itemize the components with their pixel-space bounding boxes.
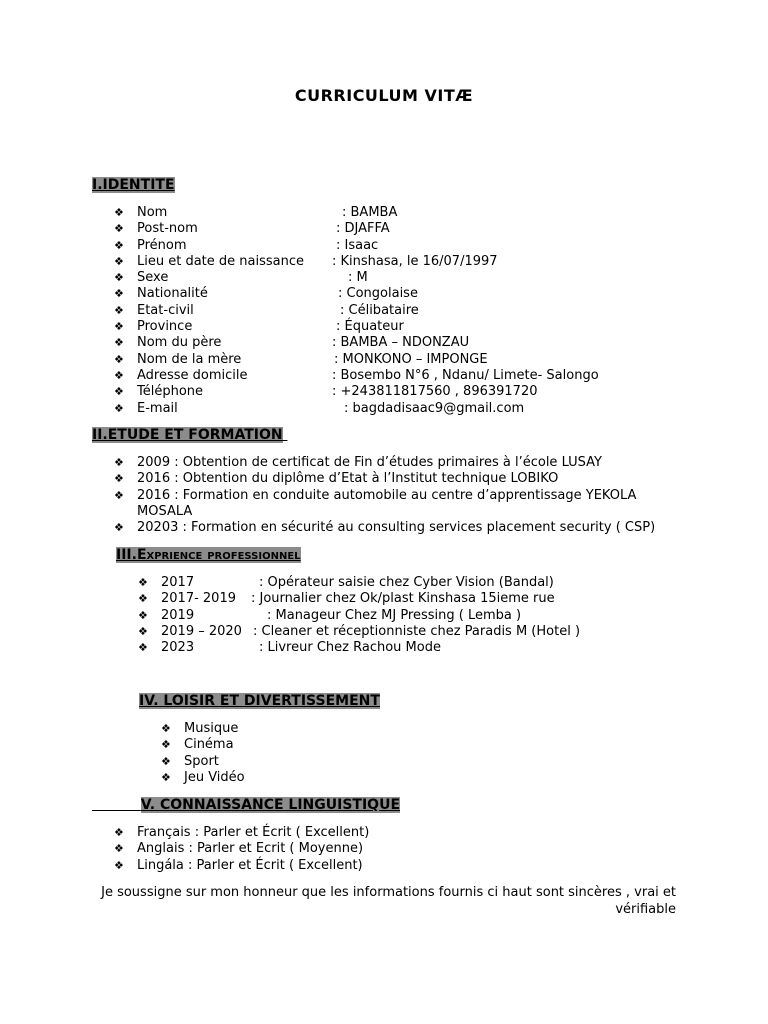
bullet-icon: ❖ <box>114 521 124 535</box>
closing-line-2: vérifiable <box>615 902 676 917</box>
etude-text: 2009 : Obtention de certificat de Fin d’études primaires à l’école LUSAY <box>137 455 602 470</box>
bullet-icon: ❖ <box>114 401 124 415</box>
experience-period: 2017 <box>161 575 195 590</box>
bullet-icon: ❖ <box>114 222 124 236</box>
identite-label: Nom <box>137 205 168 220</box>
experience-text: : Livreur Chez Rachou Mode <box>259 640 441 656</box>
bullet-icon: ❖ <box>114 320 124 334</box>
identite-row <box>114 205 714 221</box>
bullet-icon: ❖ <box>114 303 124 317</box>
langue-text: Français : Parler et Écrit ( Excellent) <box>137 825 370 840</box>
experience-text: : Journalier chez Ok/plast Kinshasa 15ieme rue <box>251 591 555 607</box>
identite-row <box>114 221 714 237</box>
langue-item <box>114 825 614 841</box>
bullet-icon: ❖ <box>114 842 124 856</box>
etude-item <box>114 488 714 504</box>
langue-text: Anglais : Parler et Ecrit ( Moyenne) <box>137 841 364 857</box>
langues-list <box>114 825 614 874</box>
langue-item <box>114 858 614 874</box>
bullet-icon: ❖ <box>114 385 124 399</box>
experience-row <box>138 624 738 640</box>
cv-title: CURRICULUM VITÆ <box>294 86 474 105</box>
bullet-icon: ❖ <box>114 206 124 219</box>
bullet-icon: ❖ <box>114 368 124 382</box>
etude-text: MOSALA <box>137 503 193 519</box>
experience-period: 2017- 2019 <box>161 591 236 607</box>
identite-value: : BAMBA – NDONZAU <box>332 335 470 351</box>
bullet-icon: ❖ <box>138 641 148 655</box>
identite-label: E-mail <box>137 400 178 416</box>
identite-label: Prénom <box>137 237 187 253</box>
bullet-icon: ❖ <box>138 592 148 606</box>
loisir-text: Cinéma <box>184 737 234 753</box>
loisir-text: Sport <box>184 753 219 769</box>
bullet-icon: ❖ <box>114 488 124 502</box>
experience-row <box>138 575 738 591</box>
experience-text: : Cleaner et réceptionniste chez Paradis M (Hotel ) <box>253 623 581 639</box>
identite-row <box>114 270 714 286</box>
identite-row <box>114 401 714 417</box>
identite-row <box>114 384 714 400</box>
closing-statement <box>100 884 676 918</box>
identite-label: Nom de la mère <box>137 351 242 367</box>
identite-label: Province <box>137 319 193 335</box>
bullet-icon: ❖ <box>114 352 124 366</box>
etude-item <box>114 504 714 520</box>
identite-value: : DJAFFA <box>336 221 390 237</box>
experience-period: 2019 – 2020 <box>161 623 242 639</box>
loisir-item <box>161 754 561 770</box>
bullet-icon: ❖ <box>114 826 124 839</box>
etude-item <box>114 471 714 487</box>
bullet-icon: ❖ <box>114 271 124 285</box>
experience-text: : Manageur Chez MJ Pressing ( Lemba ) <box>267 607 522 623</box>
etude-list <box>114 455 714 536</box>
bullet-icon: ❖ <box>138 576 148 589</box>
experience-text: : Opérateur saisie chez Cyber Vision (Bandal) <box>259 575 554 590</box>
identite-value: : Congolaise <box>338 286 418 302</box>
bullet-icon: ❖ <box>114 456 124 469</box>
identite-value: : M <box>348 270 368 286</box>
loisir-list <box>161 721 561 786</box>
bullet-icon: ❖ <box>114 238 124 252</box>
identite-value: : bagdadisaac9@gmail.com <box>344 400 525 416</box>
bullet-icon: ❖ <box>114 336 124 350</box>
identite-value: : Célibataire <box>340 302 419 318</box>
bullet-icon: ❖ <box>114 287 124 301</box>
section-etude-heading: II.ETUDE ET FORMATION <box>92 427 283 443</box>
experience-list <box>138 575 738 656</box>
identite-label: Adresse domicile <box>137 367 248 383</box>
identite-value: : BAMBA <box>342 205 398 220</box>
identite-row <box>114 238 714 254</box>
bullet-icon: ❖ <box>138 608 148 622</box>
langue-text: Lingála : Parler et Écrit ( Excellent) <box>137 857 363 873</box>
etude-item <box>114 455 714 471</box>
bullet-icon: ❖ <box>161 738 171 752</box>
langue-item <box>114 841 614 857</box>
identite-label: Lieu et date de naissance <box>137 253 304 269</box>
identite-label: Nom du père <box>137 335 222 351</box>
identite-value: : Isaac <box>336 237 379 253</box>
loisir-item <box>161 721 561 737</box>
experience-row <box>138 608 738 624</box>
loisir-text: Jeu Vidéo <box>184 769 245 785</box>
etude-item <box>114 520 714 536</box>
etude-text: 20203 : Formation en sécurité au consulting services placement security ( CSP) <box>137 520 656 536</box>
closing-line-1: Je soussigne sur mon honneur que les informations fournis ci haut sont sincères , vrai et <box>101 885 676 900</box>
identite-row <box>114 352 714 368</box>
identite-label: Post-nom <box>137 221 198 237</box>
etude-text: 2016 : Formation en conduite automobile au centre d’apprentissage YEKOLA <box>137 487 637 503</box>
bullet-icon: ❖ <box>161 722 171 735</box>
section-identite-heading: I.IDENTITE <box>92 177 175 193</box>
identite-label: Nationalité <box>137 286 208 302</box>
loisir-item <box>161 770 561 786</box>
experience-period: 2023 <box>161 640 195 656</box>
loisir-item <box>161 737 561 753</box>
bullet-icon: ❖ <box>114 254 124 268</box>
identite-value: : MONKONO – IMPONGE <box>334 351 488 367</box>
bullet-icon: ❖ <box>161 770 171 784</box>
identite-label: Téléphone <box>137 384 204 400</box>
identite-row <box>114 303 714 319</box>
experience-row <box>138 640 738 656</box>
bullet-icon: ❖ <box>114 472 124 486</box>
identite-value: : +243811817560 , 896391720 <box>332 384 538 400</box>
identite-row <box>114 254 714 270</box>
experience-row <box>138 591 738 607</box>
experience-period: 2019 <box>161 607 195 623</box>
bullet-icon: ❖ <box>161 754 171 768</box>
identite-list <box>114 205 714 417</box>
identite-row <box>114 368 714 384</box>
identite-value: : Bosembo N°6 , Ndanu/ Limete- Salongo <box>332 367 599 383</box>
bullet-icon: ❖ <box>138 624 148 638</box>
section-loisir-heading: IV. LOISIR ET DIVERTISSEMENT <box>139 693 380 709</box>
identite-row <box>114 286 714 302</box>
section-experience-heading: III.Exprience professionnel <box>116 547 301 563</box>
identite-value: : Kinshasa, le 16/07/1997 <box>332 253 498 269</box>
etude-text: 2016 : Obtention du diplôme d’Etat à l’Institut technique LOBIKO <box>137 471 559 487</box>
bullet-icon: ❖ <box>114 858 124 872</box>
identite-row <box>114 335 714 351</box>
identite-row <box>114 319 714 335</box>
identite-value: : Équateur <box>336 319 404 335</box>
loisir-text: Musique <box>184 721 239 736</box>
identite-label: Etat-civil <box>137 302 194 318</box>
identite-label: Sexe <box>137 270 169 286</box>
section-langues-heading: V. CONNAISSANCE LINGUISTIQUE <box>140 797 401 813</box>
